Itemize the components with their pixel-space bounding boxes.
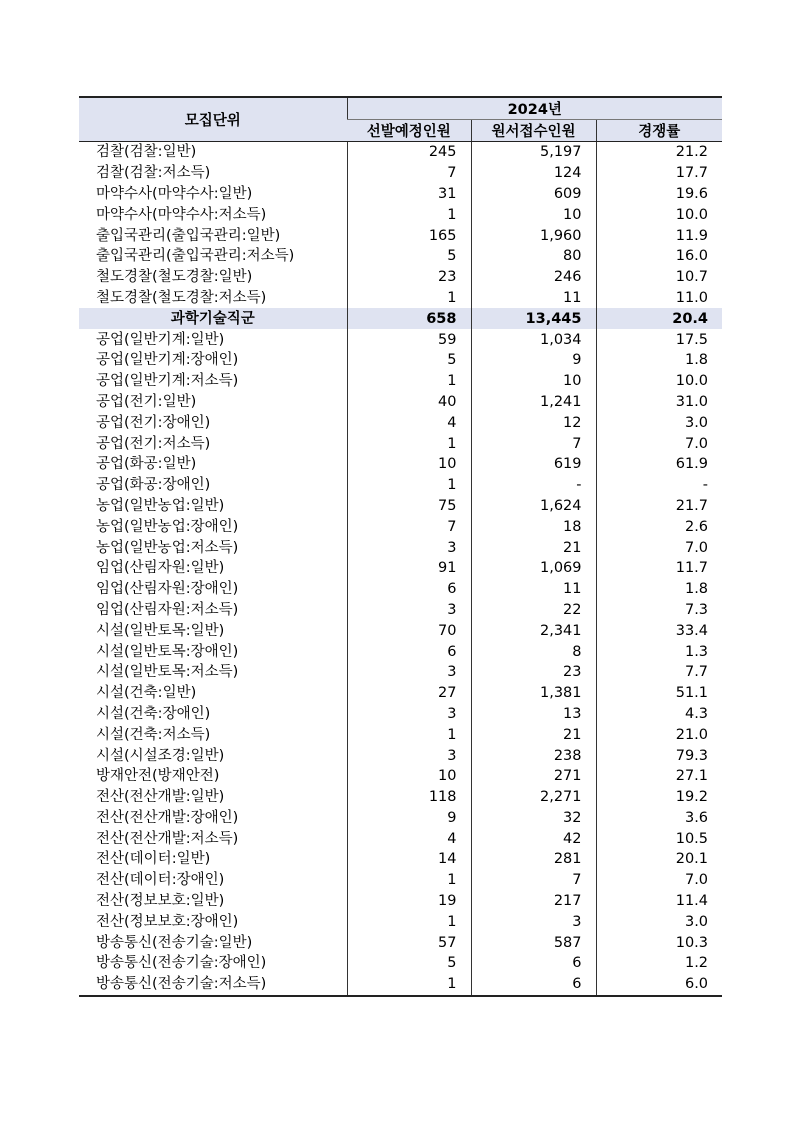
cell-unit: 농업(일반농업:장애인) [96,518,239,535]
cell-unit: 전산(정보보호:일반) [96,893,225,910]
cell-unit: 시설(시설조경:일반) [96,747,225,764]
cell-ratio: 10.0 [596,204,722,225]
cell-unit: 전산(데이터:장애인) [96,872,225,889]
table-row [79,620,722,641]
header-selected: 선발예정인원 [347,120,471,142]
cell-selected: 118 [347,787,471,808]
cell-applicants: 11 [471,579,596,600]
cell-unit: 철도경찰(철도경찰:저소득) [96,289,267,306]
table-row [79,558,722,579]
cell-unit: 전산(전산개발:저소득) [96,830,239,847]
cell-ratio: 20.4 [596,308,722,329]
cell-ratio: 61.9 [596,454,722,475]
table-row [79,662,722,683]
cell-unit: 임업(산림자원:저소득) [96,601,239,618]
cell-ratio: 7.7 [596,662,722,683]
cell-applicants: 6 [471,953,596,974]
table-row [79,932,722,953]
table-header [79,97,722,142]
cell-ratio: 1.3 [596,641,722,662]
cell-selected: 31 [347,184,471,205]
cell-selected: 4 [347,412,471,433]
table-row [79,371,722,392]
cell-selected: 1 [347,475,471,496]
cell-unit: 공업(일반기계:장애인) [96,352,239,369]
cell-ratio: 79.3 [596,745,722,766]
cell-applicants: 2,271 [471,787,596,808]
cell-selected: 4 [347,828,471,849]
cell-applicants: 3 [471,911,596,932]
cell-selected: 165 [347,225,471,246]
cell-unit: 검찰(검찰:일반) [96,144,197,161]
cell-ratio: 7.3 [596,600,722,621]
header-year: 2024년 [347,97,722,120]
table-row [79,704,722,725]
cell-applicants: 22 [471,600,596,621]
cell-unit: 공업(전기:장애인) [96,414,211,431]
cell-applicants: 609 [471,184,596,205]
cell-applicants: 1,381 [471,683,596,704]
cell-selected: 1 [347,204,471,225]
cell-unit: 출입국관리(출입국관리:일반) [96,227,281,244]
cell-applicants: 1,069 [471,558,596,579]
cell-ratio: 6.0 [596,974,722,996]
cell-unit: 시설(건축:일반) [96,685,197,702]
cell-selected: 7 [347,163,471,184]
table-row [79,891,722,912]
cell-ratio: 7.0 [596,433,722,454]
cell-applicants: 10 [471,204,596,225]
table-row [79,433,722,454]
cell-unit: 시설(일반토목:일반) [96,622,225,639]
cell-unit: 공업(일반기계:일반) [96,331,225,348]
cell-selected: 10 [347,766,471,787]
cell-unit: 방송통신(전송기술:장애인) [96,955,267,972]
cell-selected: 6 [347,579,471,600]
cell-selected: 6 [347,641,471,662]
table-row [79,267,722,288]
cell-unit: 출입국관리(출입국관리:저소득) [96,248,295,265]
table-row [79,787,722,808]
cell-applicants: 217 [471,891,596,912]
cell-ratio: - [596,475,722,496]
cell-ratio: 3.0 [596,911,722,932]
cell-ratio: 1.8 [596,579,722,600]
cell-ratio: 2.6 [596,516,722,537]
cell-applicants: 271 [471,766,596,787]
cell-applicants: 5,197 [471,142,596,163]
cell-ratio: 1.8 [596,350,722,371]
table-row [79,225,722,246]
cell-selected: 245 [347,142,471,163]
cell-applicants: 7 [471,433,596,454]
table-row [79,683,722,704]
table-row [79,641,722,662]
table-row [79,745,722,766]
cell-unit: 공업(전기:저소득) [96,435,211,452]
cell-applicants: 281 [471,849,596,870]
cell-selected: 23 [347,267,471,288]
cell-applicants: 6 [471,974,596,996]
cell-applicants: 21 [471,724,596,745]
table-row [79,475,722,496]
cell-ratio: 4.3 [596,704,722,725]
cell-applicants: - [471,475,596,496]
table-row [79,412,722,433]
cell-applicants: 619 [471,454,596,475]
table-row [79,766,722,787]
table-row [79,516,722,537]
cell-applicants: 1,624 [471,496,596,517]
cell-ratio: 3.6 [596,808,722,829]
table-row [79,849,722,870]
cell-ratio: 10.5 [596,828,722,849]
cell-ratio: 3.0 [596,412,722,433]
cell-selected: 1 [347,870,471,891]
cell-unit: 시설(일반토목:저소득) [96,664,239,681]
cell-selected: 3 [347,704,471,725]
cell-unit: 농업(일반농업:저소득) [96,539,239,556]
table-row [79,142,722,163]
cell-ratio: 19.6 [596,184,722,205]
cell-ratio: 33.4 [596,620,722,641]
cell-applicants: 13,445 [471,308,596,329]
cell-applicants: 23 [471,662,596,683]
cell-applicants: 32 [471,808,596,829]
table-row [79,454,722,475]
cell-ratio: 10.7 [596,267,722,288]
table-row [79,911,722,932]
table-row [79,600,722,621]
cell-applicants: 13 [471,704,596,725]
table-row [79,496,722,517]
cell-unit: 검찰(검찰:저소득) [96,165,211,182]
table-row [79,392,722,413]
table-row [79,329,722,350]
header-ratio: 경쟁률 [596,120,722,142]
cell-selected: 3 [347,745,471,766]
cell-ratio: 21.2 [596,142,722,163]
cell-ratio: 11.4 [596,891,722,912]
cell-selected: 1 [347,371,471,392]
cell-selected: 3 [347,600,471,621]
cell-selected: 5 [347,350,471,371]
table-row [79,724,722,745]
cell-unit: 임업(산림자원:장애인) [96,581,239,598]
cell-applicants: 18 [471,516,596,537]
cell-selected: 9 [347,808,471,829]
cell-ratio: 51.1 [596,683,722,704]
cell-unit: 전산(전산개발:일반) [96,789,225,806]
cell-selected: 1 [347,288,471,309]
cell-selected: 5 [347,953,471,974]
table-row [79,953,722,974]
cell-unit: 철도경찰(철도경찰:일반) [96,269,253,286]
cell-selected: 70 [347,620,471,641]
cell-unit: 마약수사(마약수사:저소득) [96,206,267,223]
cell-selected: 7 [347,516,471,537]
cell-unit: 공업(화공:일반) [96,456,197,473]
cell-ratio: 11.0 [596,288,722,309]
cell-ratio: 17.7 [596,163,722,184]
cell-selected: 40 [347,392,471,413]
cell-applicants: 80 [471,246,596,267]
table-row [79,808,722,829]
cell-unit: 시설(일반토목:장애인) [96,643,239,660]
table-row [79,870,722,891]
cell-applicants: 8 [471,641,596,662]
cell-applicants: 42 [471,828,596,849]
cell-ratio: 7.0 [596,870,722,891]
cell-applicants: 587 [471,932,596,953]
cell-applicants: 2,341 [471,620,596,641]
cell-applicants: 1,960 [471,225,596,246]
cell-ratio: 21.7 [596,496,722,517]
cell-applicants: 11 [471,288,596,309]
cell-selected: 1 [347,724,471,745]
table-row [79,537,722,558]
cell-unit: 시설(건축:장애인) [96,705,211,722]
cell-applicants: 10 [471,371,596,392]
table-body [79,142,722,996]
cell-selected: 59 [347,329,471,350]
competition-rate-table [79,96,722,997]
cell-unit: 공업(전기:일반) [96,393,197,410]
cell-selected: 19 [347,891,471,912]
cell-selected: 1 [347,974,471,996]
cell-selected: 5 [347,246,471,267]
header-unit: 모집단위 [79,97,347,142]
cell-ratio: 20.1 [596,849,722,870]
cell-unit: 과학기술직군 [79,308,347,329]
cell-unit: 공업(일반기계:저소득) [96,373,239,390]
cell-applicants: 246 [471,267,596,288]
table-row [79,204,722,225]
cell-applicants: 124 [471,163,596,184]
cell-unit: 농업(일반농업:일반) [96,497,225,514]
cell-unit: 마약수사(마약수사:일반) [96,185,253,202]
cell-ratio: 27.1 [596,766,722,787]
cell-unit: 방송통신(전송기술:일반) [96,934,253,951]
cell-unit: 공업(화공:장애인) [96,477,211,494]
cell-ratio: 10.0 [596,371,722,392]
cell-unit: 전산(데이터:일반) [96,851,211,868]
cell-ratio: 11.9 [596,225,722,246]
cell-unit: 시설(건축:저소득) [96,726,211,743]
cell-unit: 방송통신(전송기술:저소득) [79,974,347,996]
cell-ratio: 11.7 [596,558,722,579]
cell-selected: 658 [347,308,471,329]
table-row [79,828,722,849]
subtotal-row [79,308,722,329]
cell-selected: 27 [347,683,471,704]
cell-ratio: 10.3 [596,932,722,953]
cell-selected: 3 [347,662,471,683]
cell-unit: 임업(산림자원:일반) [96,560,225,577]
cell-unit: 전산(정보보호:장애인) [96,913,239,930]
cell-selected: 75 [347,496,471,517]
cell-selected: 91 [347,558,471,579]
table-row [79,184,722,205]
cell-ratio: 17.5 [596,329,722,350]
cell-applicants: 1,241 [471,392,596,413]
table-row [79,246,722,267]
cell-selected: 10 [347,454,471,475]
cell-ratio: 16.0 [596,246,722,267]
table-row [79,288,722,309]
cell-selected: 14 [347,849,471,870]
table-row [79,974,722,996]
cell-applicants: 9 [471,350,596,371]
table-row [79,163,722,184]
cell-selected: 57 [347,932,471,953]
cell-ratio: 31.0 [596,392,722,413]
cell-ratio: 19.2 [596,787,722,808]
cell-unit: 방재안전(방재안전) [96,768,220,785]
cell-ratio: 21.0 [596,724,722,745]
cell-applicants: 238 [471,745,596,766]
header-applicants: 원서접수인원 [471,120,596,142]
cell-ratio: 7.0 [596,537,722,558]
cell-applicants: 12 [471,412,596,433]
cell-ratio: 1.2 [596,953,722,974]
cell-applicants: 21 [471,537,596,558]
cell-applicants: 7 [471,870,596,891]
cell-unit: 전산(전산개발:장애인) [96,809,239,826]
cell-selected: 1 [347,433,471,454]
cell-applicants: 1,034 [471,329,596,350]
cell-selected: 3 [347,537,471,558]
table-row [79,579,722,600]
table-row [79,350,722,371]
cell-selected: 1 [347,911,471,932]
